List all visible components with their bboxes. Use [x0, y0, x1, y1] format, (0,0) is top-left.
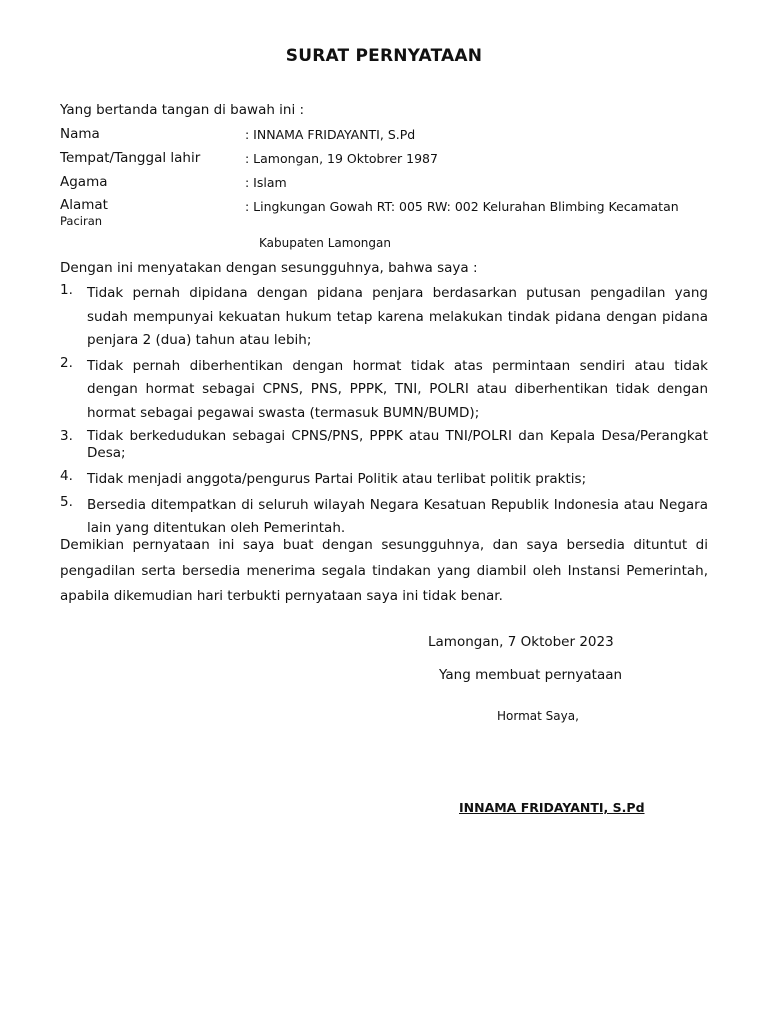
list-item-number: 2. — [60, 354, 73, 371]
list-item — [60, 282, 708, 353]
field-label-nama: Nama — [60, 126, 100, 142]
address-line-2: Kabupaten Lamongan — [259, 236, 391, 250]
list-item-number: 5. — [60, 493, 73, 510]
signer-name: INNAMA FRIDAYANTI, S.Pd — [459, 800, 645, 815]
list-item — [60, 468, 708, 492]
maker-label: Yang membuat pernyataan — [439, 667, 623, 683]
field-label-agama: Agama — [60, 174, 108, 190]
address-overflow-text: Paciran — [60, 214, 103, 228]
closing-paragraph: Demikian pernyataan ini saya buat dengan sesungguhnya, dan saya bersedia dituntut di pengadilan serta bersedia menerima segala tindakan yang diambil oleh Instansi Pemerintah, apabila dikemudian hari terbukti pernyataan saya ini tidak benar. — [60, 537, 708, 604]
list-item — [60, 428, 708, 462]
list-item-text: Tidak menjadi anggota/pengurus Partai Politik atau terlibat politik praktis; — [87, 471, 587, 487]
list-item-text: Tidak pernah diberhentikan dengan hormat tidak atas permintaan sendiri atau tidak dengan hormat sebagai CPNS, PNS, PPPK, TNI, POLRI atau diberhentikan tidak dengan hormat sebagai pegawai swasta (termasuk BUMN/BUMD); — [87, 357, 708, 421]
field-value-alamat: : Lingkungan Gowah RT: 005 RW: 002 Kelurahan Blimbing Kecamatan — [245, 199, 679, 214]
list-item-number: 4. — [60, 468, 73, 484]
field-label-ttl: Tempat/Tanggal lahir — [60, 150, 201, 166]
statement-list — [60, 282, 708, 541]
regards-text: Hormat Saya, — [497, 709, 579, 723]
list-item-text: Bersedia ditempatkan di seluruh wilayah Negara Kesatuan Republik Indonesia atau Negara lain yang ditentukan oleh Pemerintah. — [87, 496, 708, 536]
list-item — [60, 355, 708, 426]
field-value-agama: : Islam — [245, 175, 287, 190]
intro-text: Yang bertanda tangan di bawah ini : — [60, 102, 305, 118]
list-item-text: Tidak berkedudukan sebagai CPNS/PNS, PPPK atau TNI/POLRI dan Kepala Desa/Perangkat Desa; — [87, 428, 708, 461]
field-label-alamat: Alamat — [60, 197, 108, 213]
list-item-number: 3. — [60, 428, 73, 444]
field-value-nama: : INNAMA FRIDAYANTI, S.Pd — [245, 127, 416, 142]
list-item-number: 1. — [60, 282, 73, 298]
statement-intro: Dengan ini menyatakan dengan sesungguhnya, bahwa saya : — [60, 260, 478, 276]
list-item-text: Tidak pernah dipidana dengan pidana penjara berdasarkan putusan pengadilan yang sudah mempunyai kekuatan hukum tetap karena melakukan tindak pidana dengan pidana penjara 2 (dua) tahun atau lebih; — [87, 285, 708, 348]
field-value-ttl: : Lamongan, 19 Oktobrer 1987 — [245, 151, 438, 166]
document-title: SURAT PERNYATAAN — [285, 46, 483, 66]
place-date: Lamongan, 7 Oktober 2023 — [428, 634, 614, 650]
